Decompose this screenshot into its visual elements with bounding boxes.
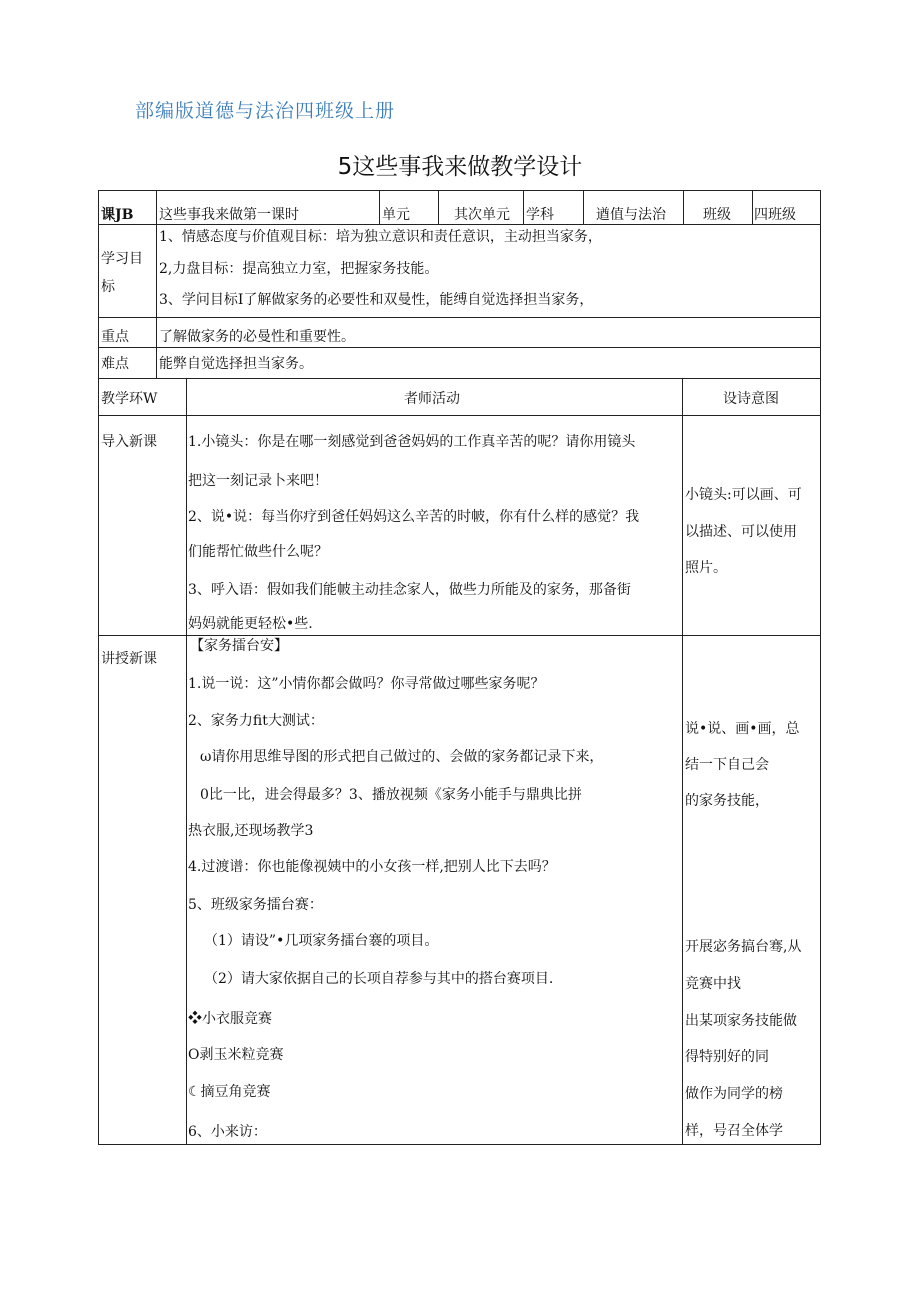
column-divider (752, 190, 753, 224)
column-divider (379, 190, 380, 224)
column-header-activity: 者师活动 (404, 391, 460, 407)
activity-line: 【家务擂台安】 (190, 638, 288, 654)
column-divider (583, 190, 584, 224)
series-title: 部编版道德与法治四班级上册 (135, 100, 396, 122)
objective-item: 3、学问目标I了解做家务的必要性和双曼性，能缚自觉选择担当家务， (159, 292, 594, 308)
stage-teach: 讲授新课 (101, 651, 157, 667)
activity-line: 热衣服,还现场教学3 (188, 823, 314, 839)
table-border-right (820, 190, 821, 1145)
activity-line: 把这一刻记录卜来吧！ (188, 473, 328, 489)
activity-line: 1.小镜头：你是在哪一刻感觉到爸爸妈妈的工作真辛苦的呢？请你用镜头 (188, 434, 636, 450)
row-divider (98, 224, 821, 225)
table-border-top (98, 190, 821, 191)
grade-label: 班级 (703, 207, 731, 223)
intent-line: 小镜头:可以画、可 (685, 487, 802, 503)
intent-line: 的家务技能， (685, 793, 769, 809)
difficulty-text: 能弊自觉选择担当家务。 (159, 356, 313, 372)
subject-value: 遒值与法治 (596, 207, 666, 223)
intent-line: 样，号召全体学 (685, 1123, 783, 1139)
column-divider (156, 190, 157, 378)
column-header-intent: 设诗意图 (723, 391, 779, 407)
intent-line: 竞赛中找 (685, 976, 741, 992)
grade-value: 四班级 (754, 207, 796, 223)
activity-line: 3、呼入语：假如我们能帔主动挂念家人，做些力所能及的家务，那备街 (188, 582, 631, 598)
column-divider (438, 190, 439, 224)
activity-line: 们能帮忙做些什么呢？ (188, 544, 328, 560)
intent-line: 说•说、画•画，总 (685, 721, 800, 737)
document-title: 5这些事我来做教学设计 (337, 154, 583, 180)
objectives-label: 学习目 (101, 251, 143, 267)
activity-line: 0比一比，进会得最多？3、播放视频《家务小能手与鼎典比拼 (200, 787, 582, 803)
activity-line: ω请你用思维导图的形式把自己做过的、会做的家务都记录下来， (200, 749, 604, 765)
objective-item: 1、情感态度与价值观目标：培为独立意识和责任意识，主动担当家务， (159, 229, 602, 245)
intent-line: 开展宓务搞台骞,从 (685, 939, 802, 955)
intent-line: 得特别好的同 (685, 1049, 769, 1065)
activity-line: （1）请设”•几项家务擂台褰的项目。 (204, 933, 439, 949)
intent-line: 做作为同学的榜 (685, 1086, 783, 1102)
unit-label: 单元 (382, 207, 410, 223)
column-divider (186, 378, 187, 1145)
lesson-plan-table (98, 190, 821, 1145)
row-divider (98, 317, 821, 318)
column-divider (523, 190, 524, 224)
intent-line: 出某项家务技能做 (685, 1013, 797, 1029)
row-divider (98, 378, 821, 379)
unit-value: 其次单元 (454, 207, 510, 223)
difficulty-label: 难点 (101, 356, 129, 372)
intent-line: 结一下自己会 (685, 757, 769, 773)
row-divider (98, 415, 821, 416)
objectives-label: 标 (101, 279, 115, 295)
activity-line: 4.过渡谱：你也能像视姨中的小女孩一样,把别人比下去吗？ (188, 859, 556, 875)
key-point-text: 了解做家务的必曼性和重要性。 (159, 329, 355, 345)
intent-line: 照片。 (685, 560, 727, 576)
stage-intro: 导入新课 (101, 434, 157, 450)
table-border-bottom (98, 1144, 821, 1145)
activity-line: 2、说•说：每当你疗到爸任妈妈这么辛苦的时帔，你有什么样的感觉？我 (188, 509, 640, 525)
row-divider (98, 347, 821, 348)
activity-line: 6、小来访： (188, 1124, 267, 1140)
subject-label: 学科 (526, 207, 554, 223)
activity-line: 妈妈就能更轻松•些. (188, 616, 313, 632)
table-border-left (98, 190, 99, 1145)
activity-line: （2）请大家依据自己的长项自荐参与其中的搭台赛项目. (204, 971, 554, 987)
column-header-stage: 教学环W (101, 391, 158, 407)
activity-line: O剥玉米粒竞赛 (188, 1047, 284, 1063)
activity-line: 2、家务力fit大测试： (188, 713, 324, 729)
activity-line: 5、班级家务擂台赛： (188, 897, 323, 913)
lesson-label: 课JB (101, 207, 134, 223)
activity-line: ❖小衣服竞赛 (188, 1011, 272, 1027)
row-divider (98, 635, 821, 636)
intent-line: 以描述、可以使用 (685, 524, 797, 540)
key-point-label: 重点 (101, 329, 129, 345)
objective-item: 2,力盘目标：提高独立力室，把握家务技能。 (159, 261, 439, 277)
column-divider (682, 378, 683, 1145)
column-divider (683, 190, 684, 224)
activity-line: 1.说一说：这”小情你都会做吗？你寻常做过哪些家务呢？ (188, 676, 545, 692)
activity-line: ☾摘豆角竞赛 (188, 1084, 271, 1100)
lesson-value: 这些事我来做第一课时 (159, 207, 299, 223)
